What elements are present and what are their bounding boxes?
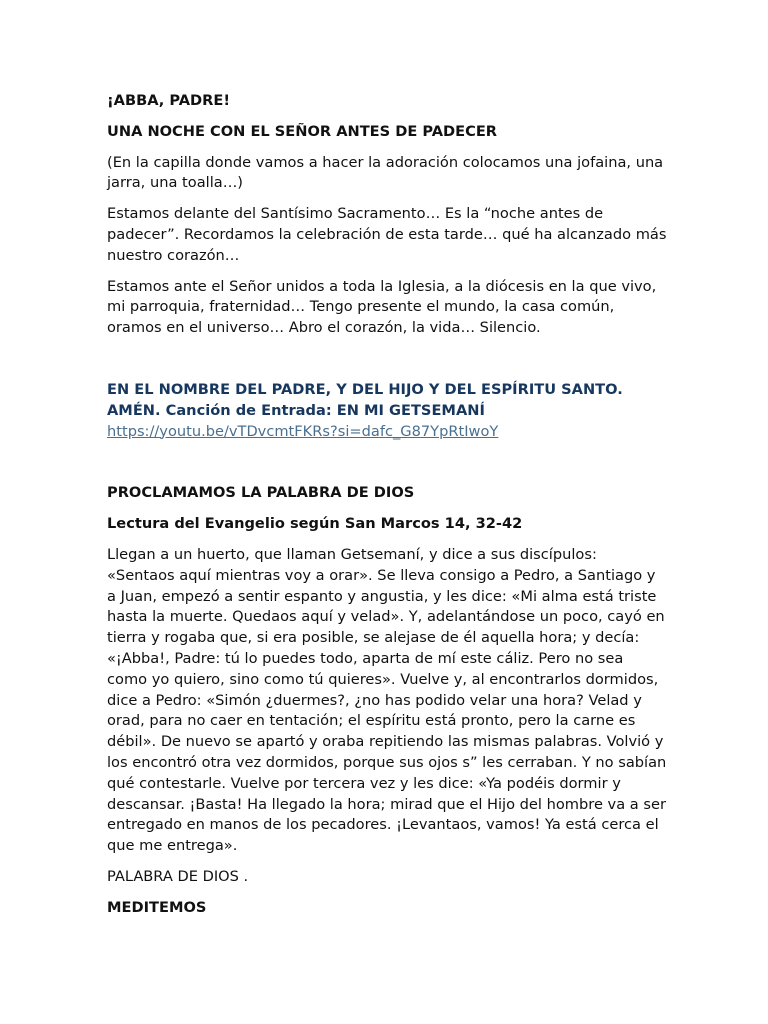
gospel-paragraph: Llegan a un huerto, que llaman Getsemaní, y dice a sus discípulos: «Sentaos aquí mientras voy a orar». Se lleva consigo a Pedro, a Santiago y a Juan, empezó a sentir espanto y angustia, y les dice: «Mi alma está triste hasta la muerte. Quedaos aquí y velad». Y, adelantándose un poco, cayó en tierra y rogaba que, si era posible, se alejase de él aquella hora; y decía: «¡Abba!, Padre: tú lo puedes todo, aparta de mí este cáliz. Pero no sea como yo quiero, sino como tú quieres». Vuelve y, al encontrarlos dormidos, dice a Pedro: «Simón ¿duermes?, ¿no has podido velar una hora? Velad y orad, para no caer en tentación; el espíritu está pronto, pero la carne es débil». De nuevo se apartó y oraba repitiendo las mismas palabras. Volvió y los encontró otra vez dormidos, porque sus ojos s” les cerraban. Y no sabían qué contestarle. Vuelve por tercera vez y les dice: «Ya podéis dormir y descansar. ¡Basta! Ha llegado la hora; mirad que el Hijo del hombre va a ser entregado en manos de los pecadores. ¡Levantaos, vamos! Ya está cerca el que me entrega».	[107, 545, 667, 855]
document-title: ¡ABBA, PADRE!	[107, 92, 231, 109]
reading-heading: Lectura del Evangelio según San Marcos 14, 32-42	[107, 515, 523, 533]
song-video-link[interactable]: https://youtu.be/vTDvcmtFKRs?si=dafc_G87YpRtIwoY	[107, 422, 499, 440]
section-heading: PROCLAMAMOS LA PALABRA DE DIOS	[107, 484, 415, 502]
invocation-heading: EN EL NOMBRE DEL PADRE, Y DEL HIJO Y DEL ESPÍRITU SANTO. AMÉN. Canción de Entrada: EN MI GETSEMANÍ	[107, 380, 623, 419]
entrance-song-block	[107, 380, 668, 442]
meditemos-heading: MEDITEMOS	[107, 898, 207, 916]
intro-paragraph-1: (En la capilla donde vamos a hacer la adoración colocamos una jofaina, una jarra, una toalla…)	[107, 153, 664, 192]
document-subtitle: UNA NOCHE CON EL SEÑOR ANTES DE PADECER	[107, 122, 498, 140]
closing-acclamation: PALABRA DE DIOS .	[107, 867, 249, 885]
intro-paragraph-2: Estamos delante del Santísimo Sacramento… Es la “noche antes de padecer”. Recordamos la celebración de esta tarde… qué ha alcanzado más nuestro corazón…	[107, 205, 667, 264]
intro-paragraph-3: Estamos ante el Señor unidos a toda la Iglesia, a la diócesis en la que vivo, mi parroquia, fraternidad… Tengo presente el mundo, la casa común, oramos en el universo… Abro el corazón, la vida… Silencio.	[107, 277, 657, 337]
